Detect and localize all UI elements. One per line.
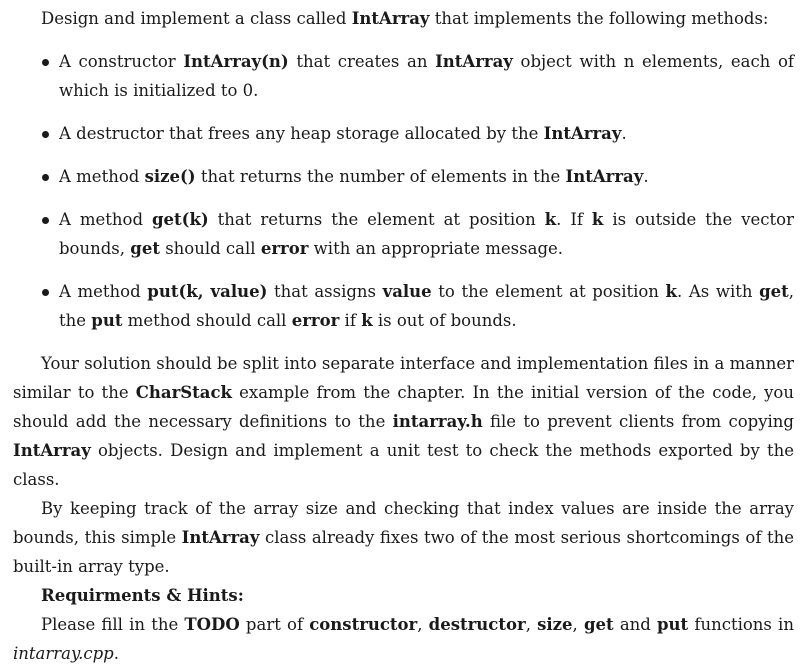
class-name: IntArray <box>351 9 430 28</box>
item-text: . As with <box>676 282 760 301</box>
section-heading <box>13 581 794 610</box>
item-text: . <box>621 124 627 143</box>
solution-paragraph <box>13 349 794 494</box>
item-bold: k <box>665 282 677 301</box>
item-text: that returns the element at position <box>208 210 545 229</box>
item-text: object with n elements, each of which is initialized to 0. <box>59 52 794 100</box>
item-bold: k <box>591 210 604 229</box>
para-text: Please fill in the <box>41 615 185 634</box>
item-text: A method <box>59 167 145 186</box>
item-text: . <box>643 167 649 186</box>
file-name: intarray.cpp <box>13 644 114 663</box>
para-bold: get <box>583 615 614 634</box>
para-text: . <box>113 644 119 663</box>
item-bold: error <box>260 239 309 258</box>
item-text: A constructor <box>59 52 184 71</box>
bullet-icon <box>42 59 49 66</box>
item-bold: get <box>759 282 789 301</box>
intro-text: Design and implement a class called <box>41 9 352 28</box>
item-text: should call <box>159 239 261 258</box>
para-text: , <box>417 615 429 634</box>
intro-text: that implements the following methods: <box>429 9 769 28</box>
item-text: . If <box>556 210 592 229</box>
para-text: functions in <box>688 615 794 634</box>
para-text: file to prevent clients from copying <box>482 412 794 431</box>
item-bold: size() <box>144 167 196 186</box>
list-item-put <box>13 277 794 335</box>
para-bold: IntArray <box>13 441 91 460</box>
para-text: , <box>525 615 538 634</box>
item-bold: IntArray(n) <box>183 52 289 71</box>
item-bold: IntArray <box>435 52 513 71</box>
para-text: class already fixes two of the most serious shortcomings of the built-in array type. <box>13 528 794 576</box>
para-text: By keeping track of the array size and checking that index values are inside the array bounds, this simple <box>13 499 794 547</box>
item-text: A method <box>59 282 148 301</box>
item-text: A method <box>59 210 152 229</box>
item-text: that creates an <box>288 52 436 71</box>
item-text: that assigns <box>267 282 383 301</box>
list-item-destructor <box>13 119 794 148</box>
para-text: objects. Design and implement a unit test to check the methods exported by the class. <box>13 441 794 489</box>
method-list <box>13 47 794 335</box>
para-text: example from the chapter. In the initial version of the code, you should add the necessary definitions to the <box>13 383 794 431</box>
item-bold: get <box>130 239 160 258</box>
hints-paragraph <box>13 610 794 668</box>
item-text: is out of bounds. <box>372 311 517 330</box>
item-text: to the element at position <box>431 282 666 301</box>
bullet-icon <box>42 174 49 181</box>
item-bold: k <box>544 210 557 229</box>
intro-paragraph <box>13 4 794 33</box>
item-bold: put <box>91 311 123 330</box>
para-bold: intarray.h <box>392 412 483 431</box>
para-bold: size <box>537 615 573 634</box>
bullet-icon <box>42 289 49 296</box>
para-text: Your solution should be split into separate interface and implementation files in a manner similar to the <box>13 354 794 402</box>
item-bold: get(k) <box>152 210 209 229</box>
para-bold: TODO <box>184 615 240 634</box>
item-bold: put(k, value) <box>147 282 268 301</box>
item-bold: IntArray <box>543 124 622 143</box>
heading-text: Requirments & Hints: <box>41 586 244 605</box>
list-item-size <box>13 162 794 191</box>
list-item-constructor <box>13 47 794 105</box>
bullet-icon <box>42 217 49 224</box>
item-bold: error <box>291 311 340 330</box>
tracking-paragraph <box>13 494 794 581</box>
para-text: part of <box>239 615 310 634</box>
para-bold: constructor <box>309 615 418 634</box>
para-text: , <box>572 615 584 634</box>
list-item-get <box>13 205 794 263</box>
bullet-icon <box>42 131 49 138</box>
item-text: that returns the number of elements in the <box>195 167 566 186</box>
item-bold: value <box>382 282 432 301</box>
item-text: with an appropriate message. <box>308 239 564 258</box>
item-text: method should call <box>122 311 292 330</box>
para-bold: IntArray <box>181 528 260 547</box>
para-bold: destructor <box>428 615 526 634</box>
item-text: , the <box>59 282 794 330</box>
item-text: is outside the vector bounds, <box>59 210 794 258</box>
para-bold: put <box>657 615 689 634</box>
para-bold: CharStack <box>135 383 232 402</box>
item-bold: IntArray <box>565 167 644 186</box>
item-bold: k <box>361 311 373 330</box>
para-text: and <box>613 615 658 634</box>
item-text: A destructor that frees any heap storage allocated by the <box>59 124 544 143</box>
item-text: if <box>339 311 362 330</box>
